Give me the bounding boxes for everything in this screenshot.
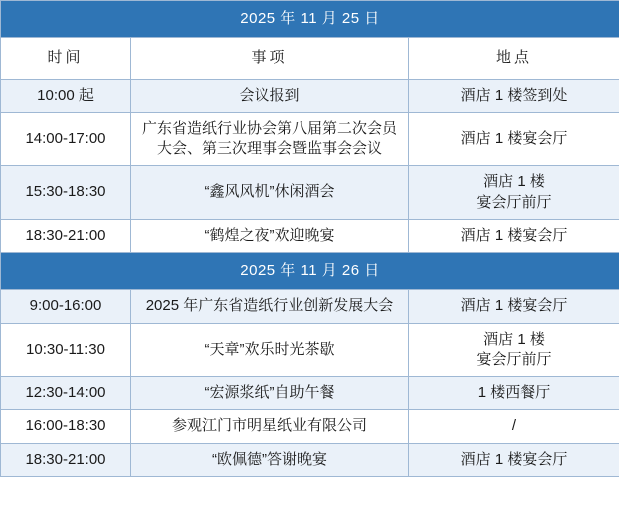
cell-time: 18:30-21:00	[1, 443, 131, 476]
cell-time: 9:00-16:00	[1, 290, 131, 323]
table-row	[1, 443, 619, 476]
table-row	[1, 219, 619, 252]
column-header-place: 地点	[409, 38, 619, 79]
cell-place: 酒店 1 楼签到处	[409, 79, 619, 112]
table-row	[1, 290, 619, 323]
cell-event: 会议报到	[131, 79, 409, 112]
cell-place: 酒店 1 楼宴会厅	[409, 443, 619, 476]
table-row	[1, 166, 619, 220]
column-header-event: 事项	[131, 38, 409, 79]
cell-event: “宏源浆纸”自助午餐	[131, 377, 409, 410]
cell-place: 酒店 1 楼宴会厅	[409, 290, 619, 323]
cell-event: 参观江门市明星纸业有限公司	[131, 410, 409, 443]
cell-event: “鑫风风机”休闲酒会	[131, 166, 409, 220]
column-header-time: 时间	[1, 38, 131, 79]
table-row	[1, 79, 619, 112]
column-header-row	[1, 38, 619, 79]
cell-place: 酒店 1 楼宴会厅	[409, 219, 619, 252]
cell-event: “鹤煌之夜”欢迎晚宴	[131, 219, 409, 252]
table-row	[1, 323, 619, 377]
table-row	[1, 377, 619, 410]
day-header-row-2	[1, 253, 619, 290]
cell-time: 16:00-18:30	[1, 410, 131, 443]
cell-event: “欧佩德”答谢晚宴	[131, 443, 409, 476]
cell-time: 18:30-21:00	[1, 219, 131, 252]
cell-place: 1 楼西餐厅	[409, 377, 619, 410]
cell-event: 2025 年广东省造纸行业创新发展大会	[131, 290, 409, 323]
cell-time: 14:00-17:00	[1, 112, 131, 166]
cell-event: 广东省造纸行业协会第八届第二次会员大会、第三次理事会暨监事会会议	[131, 112, 409, 166]
cell-time: 15:30-18:30	[1, 166, 131, 220]
cell-time: 10:30-11:30	[1, 323, 131, 377]
cell-place: 酒店 1 楼 宴会厅前厅	[409, 166, 619, 220]
cell-place: 酒店 1 楼宴会厅	[409, 112, 619, 166]
cell-place: /	[409, 410, 619, 443]
cell-time: 12:30-14:00	[1, 377, 131, 410]
cell-place: 酒店 1 楼 宴会厅前厅	[409, 323, 619, 377]
table-row	[1, 410, 619, 443]
day-header-row-1	[1, 1, 619, 38]
cell-event: “天章”欢乐时光茶歇	[131, 323, 409, 377]
day-title: 2025 年 11 月 25 日	[1, 1, 619, 38]
day-title: 2025 年 11 月 26 日	[1, 253, 619, 290]
table-row	[1, 112, 619, 166]
cell-time: 10:00 起	[1, 79, 131, 112]
